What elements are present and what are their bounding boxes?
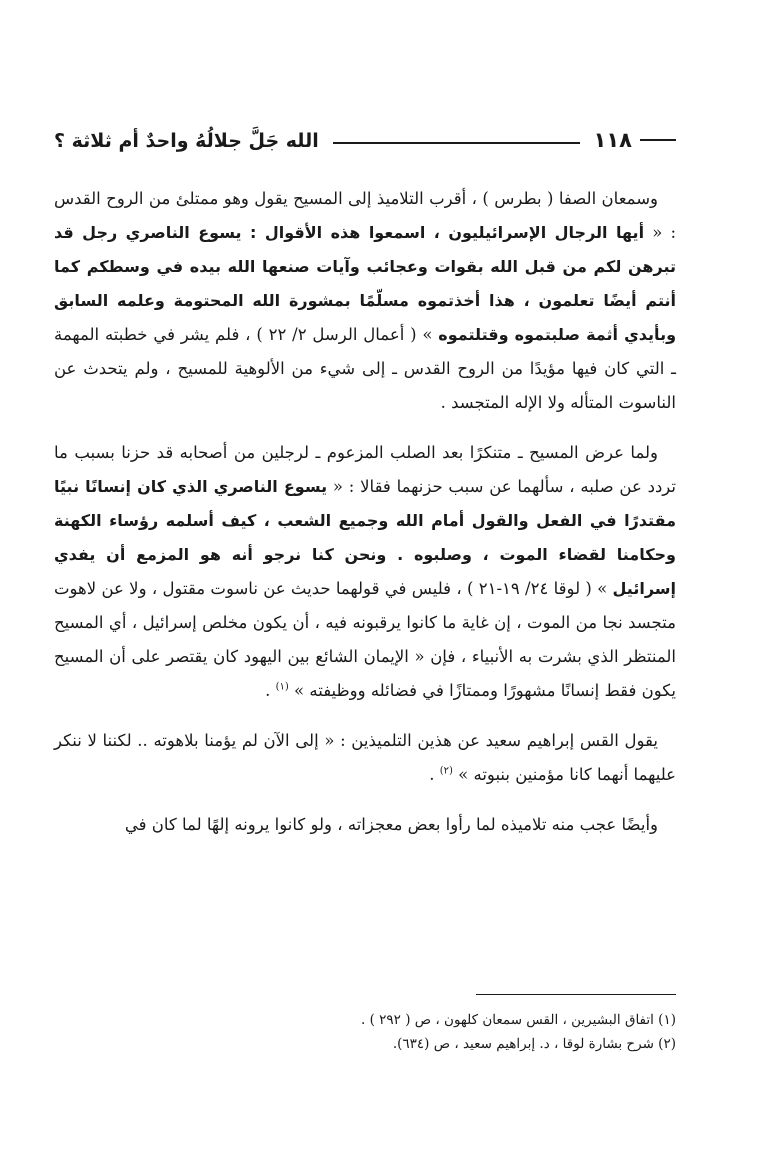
footnote-ref-1[interactable]: (١) [275, 681, 289, 693]
paragraph-1-quote: أيها الرجال الإسرائيليون ، اسمعوا هذه الأقوال : يسوع الناصري رجل قد تبرهن لكم من قبل الله بقوات وعجائب وآيات صنعها الله بيده في وسطكم كما أنتم أيضًا تعلمون ، هذا أخذتموه مسلّمًا بمشورة الله المحتومة وعلمه السابق وبأيدي أثمة صلبتموه وقتلتموه [54, 223, 677, 344]
page-number-text: ١١٨ [593, 128, 632, 152]
paragraph-2-end: . [265, 681, 276, 700]
paragraph-3 [54, 724, 676, 792]
paragraph-1 [54, 182, 676, 420]
page-header [54, 112, 676, 152]
paragraph-4-text: وأيضًا عجب منه تلاميذه لما رأوا بعض معجزاته ، ولو كانوا يرونه إلهًا لما كان في [124, 815, 658, 834]
paragraph-2 [54, 436, 676, 708]
paragraph-1-text-a: وسمعان الصفا ( بطرس ) ، أقرب التلاميذ إلى المسيح يقول وهو ممتلئ من الروح القدس : « [54, 189, 676, 242]
header-rule [333, 142, 580, 144]
page-number-dash [640, 139, 676, 141]
paragraph-3-text: يقول القس إبراهيم سعيد عن هذين التلميذين : « إلى الآن لم يؤمنا بلاهوته .. لكننا لا ننكر عليهما أنهما كانا مؤمنين بنبوته » [54, 731, 676, 784]
paragraph-3-end: . [429, 765, 440, 784]
footnote-1: (١) اتفاق البشيرين ، القس سمعان كلهون ، ص ( ٢٩٢ ) . [361, 1012, 676, 1028]
page-body [54, 182, 676, 858]
paragraph-2-text-a: ولما عرض المسيح ـ متنكرًا بعد الصلب المزعوم ـ لرجلين من أصحابه قد حزنا بسبب ما تردد عن صلبه ، سألهما عن سبب حزنهما فقالا : « [54, 443, 676, 496]
paragraph-2-text-b: » ( لوقا ٢٤/ ١٩-٢١ ) ، فليس في قولهما حديث عن ناسوت مقتول ، ولا عن لاهوت متجسد نجا من الموت ، إن غاية ما كانوا يرقبونه فيه ، أن يكون مخلص إسرائيل ، أي المسيح المنتظر الذي بشرت به الأنبياء ، فإن « الإيمان الشائع بين اليهود كان يقتصر على أن المسيح يكون فقط إنسانًا مشهورًا وممتازًا في فضائله ووظيفته » [54, 579, 676, 700]
paragraph-1-text-b: » ( أعمال الرسل ٢/ ٢٢ ) ، فلم يشر في خطبته المهمة ـ التي كان فيها مؤيدًا من الروح القدس ـ إلى شيء من الألوهية للمسيح ، ولم يتحدث عن الناسوت المتأله ولا الإله المتجسد . [54, 325, 676, 412]
footnotes [54, 1008, 676, 1056]
footnote-rule [476, 994, 676, 995]
running-title: الله جَلَّ جلالُهُ واحدٌ أم ثلاثة ؟ [54, 130, 319, 152]
footnote-ref-2[interactable]: (٢) [439, 765, 453, 777]
paragraph-2-quote: يسوع الناصري الذي كان إنسانًا نبيًا مقتدرًا في الفعل والقول أمام الله وجميع الشعب ، كيف أسلمه رؤساء الكهنة وحكامنا لقضاء الموت ، وصلبوه . ونحن كنا نرجو أنه هو المزمع أن يفدي إسرائيل [54, 477, 676, 598]
page-number [594, 128, 676, 152]
footnote-2: (٢) شرح بشارة لوقا ، د. إبراهيم سعيد ، ص (٦٣٤). [392, 1036, 676, 1052]
paragraph-4 [54, 808, 676, 842]
